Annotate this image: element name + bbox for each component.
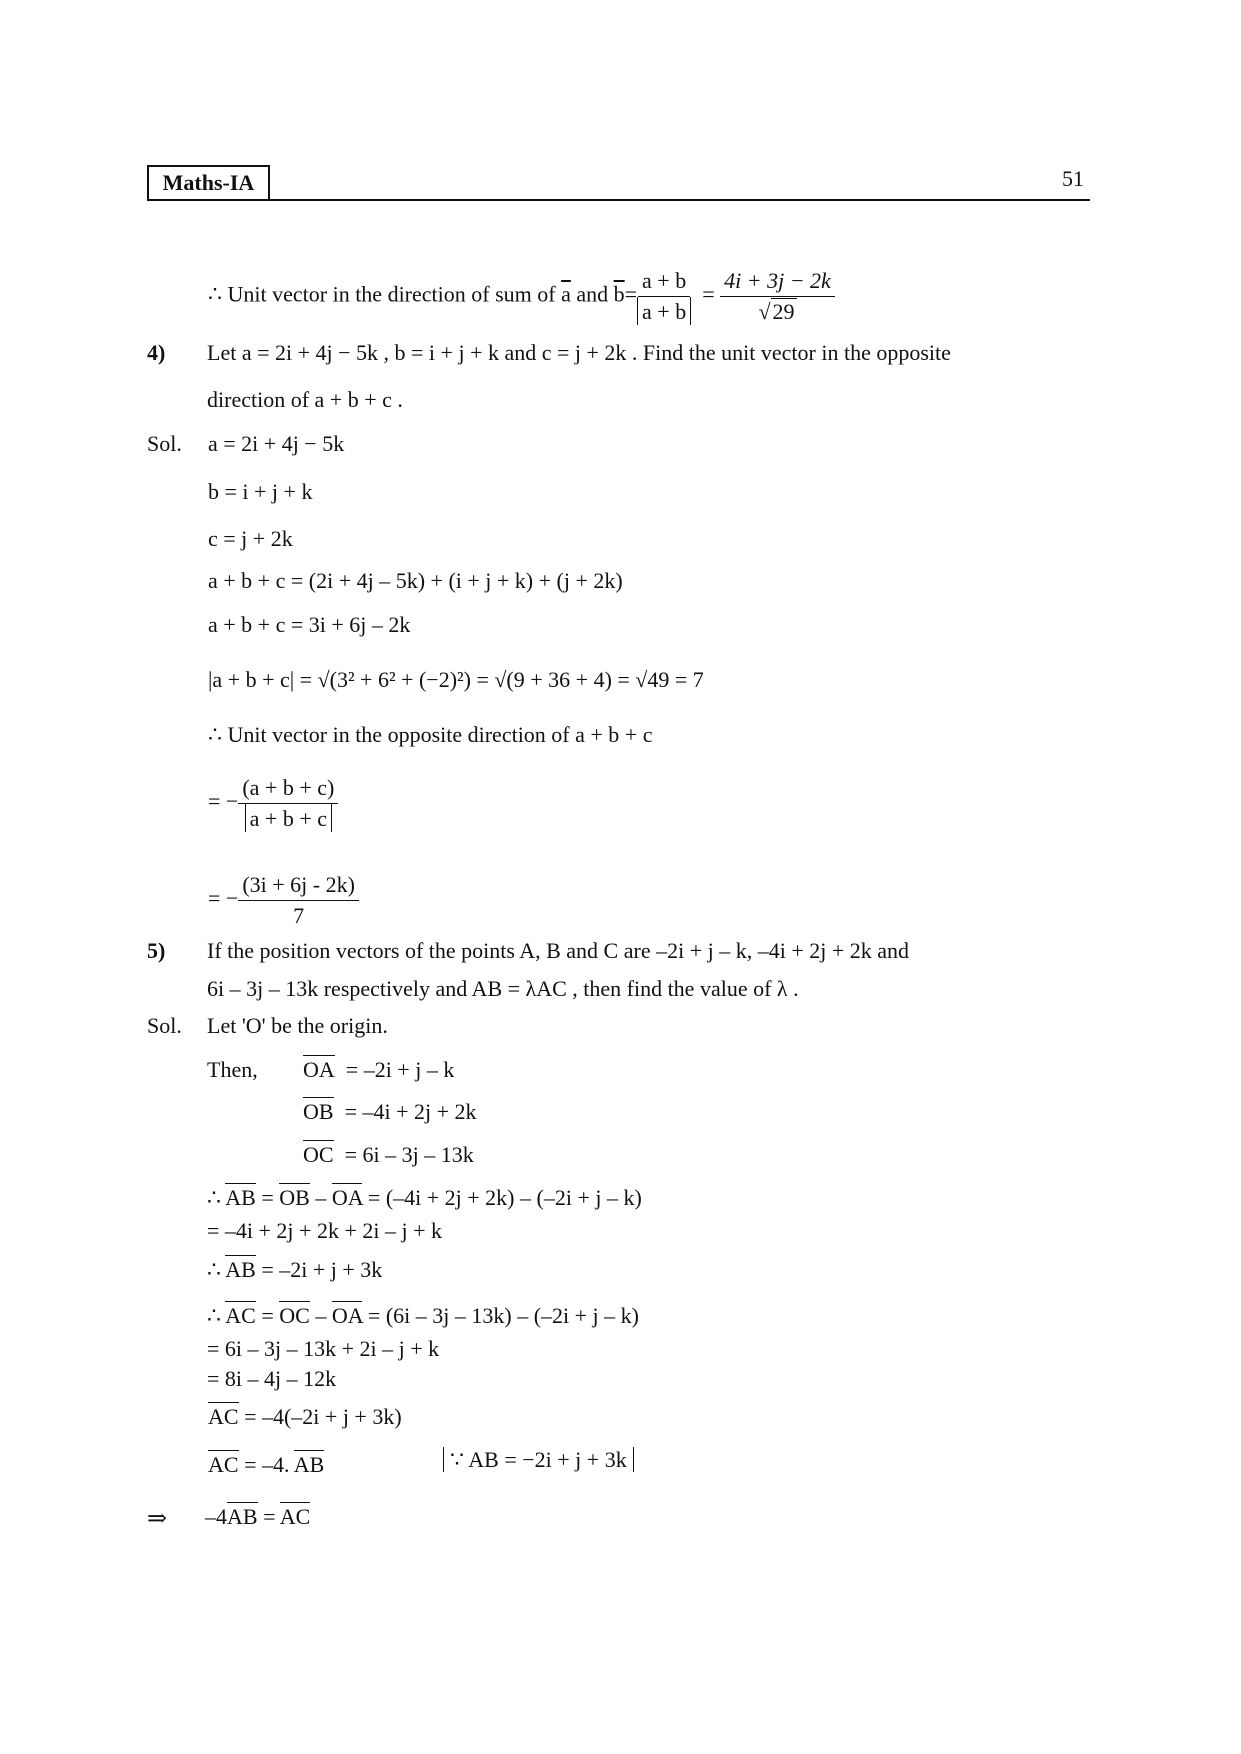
sol4-frac2-row	[208, 872, 359, 929]
ac-res2-row: AC = –4. AB	[208, 1452, 325, 1477]
because-text: ∵ AB = −2i + j + 3k	[443, 1447, 634, 1472]
ob-vec: OB	[303, 1099, 334, 1124]
sol4-l6: |a + b + c| = √(3² + 6² + (−2)²) = √(9 + 36 + 4) = √49 = 7	[208, 667, 704, 692]
sum-fraction	[637, 268, 691, 325]
neg-sign-1: = −	[208, 788, 239, 814]
neg-sign-2: = −	[208, 885, 239, 911]
sol4-l2: b = i + j + k	[208, 479, 313, 504]
header-title: Maths-IA	[147, 165, 270, 201]
sol4-l3: c = j + 2k	[208, 526, 293, 551]
sol4-frac1	[238, 775, 338, 832]
ab-calc-row: ∴ AB = OB – OA = (–4i + 2j + 2k) – (–2i + j – k)	[207, 1185, 642, 1210]
unit-vector-sum-line: ∴ Unit vector in the direction of sum of $\overline{a}$ and $\overline{b}=$ $\frac{a + b}{a + b}$ = $\frac{4i + 3j - 2k}{√29}$	[208, 268, 835, 325]
sol4-l7: ∴ Unit vector in the opposite direction of a + b + c	[208, 722, 653, 747]
unit-sum-prefix: ∴ Unit vector in the direction of sum of	[208, 281, 556, 307]
q4-line2: direction of a + b + c .	[207, 387, 403, 412]
sol5-l1: Let 'O' be the origin.	[207, 1013, 388, 1038]
sol4-frac1-den: a + b + c	[245, 804, 332, 832]
oa-vec: OA	[303, 1057, 335, 1082]
ob-row	[303, 1099, 477, 1125]
ac-res2: = –4.	[244, 1452, 290, 1477]
result-fraction-den: √29	[758, 299, 795, 324]
sum-fraction-den: a + b	[637, 297, 691, 325]
sol4-frac2-num: (3i + 6j - 2k)	[238, 872, 359, 901]
sol4-frac2	[238, 872, 359, 929]
sol4-l1: a = 2i + 4j − 5k	[208, 431, 345, 456]
sol5-label: Sol.	[147, 1013, 182, 1038]
ac-calc2: = 6i – 3j – 13k + 2i – j + k	[207, 1336, 440, 1361]
and-word: and	[576, 281, 609, 307]
because-bracket	[443, 1447, 634, 1473]
sol4-l5: a + b + c = 3i + 6j – 2k	[208, 612, 411, 637]
sol4-frac1-num: (a + b + c)	[238, 775, 338, 804]
ab-calc: = (–4i + 2j + 2k) – (–2i + j – k)	[367, 1185, 642, 1210]
ab-result: = –2i + j + 3k	[261, 1257, 383, 1282]
q5-number: 5)	[147, 938, 166, 963]
page-number: 51	[1062, 166, 1084, 191]
ac-calc3: = 8i – 4j – 12k	[207, 1366, 337, 1391]
header-rule	[147, 199, 1090, 201]
result-fraction	[720, 268, 835, 325]
ac-calc: = (6i – 3j – 13k) – (–2i + j – k)	[367, 1303, 639, 1328]
oa-val: = –2i + j – k	[345, 1057, 455, 1082]
vec-b: $\overline{b}$	[613, 281, 625, 307]
sum-fraction-num: a + b	[638, 268, 690, 297]
ab-result-row: ∴ AB = –2i + j + 3k	[207, 1257, 383, 1282]
result-sqrt: 29	[772, 299, 795, 324]
sol4-l4: a + b + c = (2i + 4j – 5k) + (i + j + k) + (j + 2k)	[208, 568, 623, 593]
implies-arrow: ⇒	[147, 1506, 168, 1532]
q4-line1: Let a = 2i + 4j − 5k , b = i + j + k and c = j + 2k . Find the unit vector in the opposite	[207, 340, 951, 365]
vec-a: $\overline{a}$	[561, 281, 571, 307]
ac-res1-row: AC = –4(–2i + j + 3k)	[208, 1404, 402, 1429]
sol4-frac1-row	[208, 775, 338, 832]
q4-number: 4)	[147, 340, 166, 365]
q5-line1: If the position vectors of the points A, B and C are –2i + j – k, –4i + 2j + 2k and	[207, 938, 910, 963]
final-row: –4AB = AC	[205, 1504, 311, 1529]
oa-row	[303, 1057, 454, 1083]
oc-val: = 6i – 3j – 13k	[344, 1142, 474, 1167]
ab-calc2: = –4i + 2j + 2k + 2i – j + k	[207, 1218, 442, 1243]
then-label: Then,	[207, 1057, 258, 1082]
oc-vec: OC	[303, 1142, 334, 1167]
ac-calc-row: ∴ AC = OC – OA = (6i – 3j – 13k) – (–2i + j – k)	[207, 1303, 639, 1328]
ob-val: = –4i + 2j + 2k	[344, 1099, 477, 1124]
sol4-label: Sol.	[147, 431, 182, 456]
q5-line2: 6i – 3j – 13k respectively and AB = λAC , then find the value of λ .	[207, 976, 799, 1001]
final-coef: –4	[205, 1504, 227, 1529]
ac-res1: = –4(–2i + j + 3k)	[244, 1404, 402, 1429]
sol4-frac2-den: 7	[293, 903, 305, 928]
oc-row	[303, 1142, 474, 1168]
result-fraction-num: 4i + 3j − 2k	[720, 268, 835, 297]
